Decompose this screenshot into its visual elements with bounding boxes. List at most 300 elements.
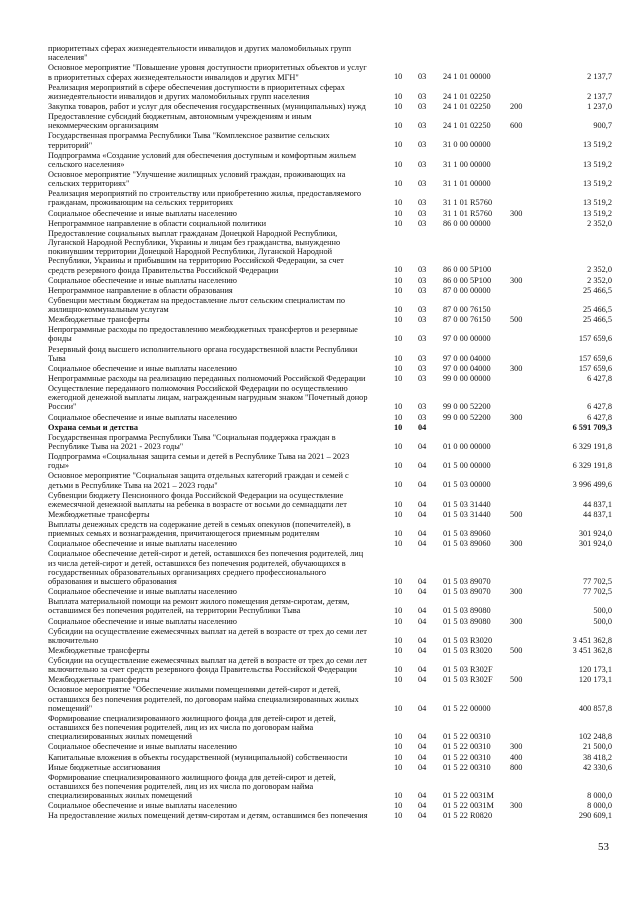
row-subsection: 04 — [418, 742, 427, 752]
row-target-article: 87 0 00 76150 — [443, 315, 491, 325]
row-name-line: Межбюджетные трансферты — [48, 645, 150, 655]
row-name-line: Социальное обеспечение детей-сирот и детей, оставшихся без попечения родителей, лиц — [48, 549, 364, 559]
row-name-line: населения" — [48, 53, 88, 63]
row-subsection: 04 — [418, 539, 427, 549]
row-name-line: Социальное обеспечение и иные выплаты населению — [48, 587, 237, 597]
row-amount: 6 427,8 — [587, 412, 612, 422]
row-name — [48, 510, 384, 519]
row-name-line: Республики, Украины и прибывшим на территорию Российской Федерации, за счет — [48, 256, 344, 266]
row-name-line: Межбюджетные трансферты — [48, 509, 150, 519]
row-section: 10 — [394, 208, 403, 218]
row-section: 10 — [394, 635, 403, 645]
table-row — [0, 617, 639, 626]
row-amount: 102 248,8 — [578, 732, 612, 742]
row-name — [48, 44, 384, 62]
row-amount: 13 519,2 — [582, 159, 612, 169]
row-subsection: 03 — [418, 402, 427, 412]
row-name — [48, 374, 384, 383]
row-amount: 42 330,6 — [582, 762, 612, 772]
row-expense-type: 300 — [510, 539, 523, 549]
row-subsection: 03 — [418, 121, 427, 131]
row-subsection: 03 — [418, 363, 427, 373]
row-amount: 120 173,1 — [578, 665, 612, 675]
row-name — [48, 229, 384, 275]
row-section: 10 — [394, 675, 403, 685]
row-target-article: 24 1 01 00000 — [443, 72, 491, 82]
row-name-line: гражданам, проживающим на сельских территориях — [48, 198, 234, 208]
row-subsection: 03 — [418, 334, 427, 344]
row-section: 10 — [394, 606, 403, 616]
table-row — [0, 627, 639, 645]
table-row — [0, 549, 639, 586]
row-target-article: 01 5 03 89070 — [443, 576, 491, 586]
row-name — [48, 491, 384, 509]
row-target-article: 01 5 03 R3020 — [443, 645, 493, 655]
row-name — [48, 131, 384, 149]
row-target-article: 01 5 00 00000 — [443, 461, 491, 471]
row-name-line: Луганской Народной Республики, Украины и лицам без гражданства, вынужденно — [48, 237, 341, 247]
table-row — [0, 471, 639, 489]
row-target-article: 01 5 03 31440 — [443, 499, 491, 509]
row-section: 10 — [394, 334, 403, 344]
table-row — [0, 112, 639, 130]
row-name — [48, 685, 384, 713]
row-name — [48, 773, 384, 801]
row-name — [48, 423, 384, 432]
row-target-article: 86 0 00 5Р100 — [443, 265, 492, 275]
row-name — [48, 151, 384, 169]
table-row — [0, 44, 639, 62]
row-expense-type: 500 — [510, 509, 523, 519]
row-amount: 290 609,1 — [578, 811, 612, 821]
row-target-article: 31 1 01 R5760 — [443, 198, 493, 208]
row-name — [48, 219, 384, 228]
row-amount: 3 451 362,8 — [572, 645, 612, 655]
row-name — [48, 539, 384, 548]
row-section: 10 — [394, 101, 403, 111]
row-name-line: жизнедеятельности инвалидов и других маломобильных групп населения — [48, 91, 310, 101]
row-subsection: 04 — [418, 762, 427, 772]
row-target-article: 97 0 00 04000 — [443, 363, 491, 373]
row-target-article: 01 0 00 00000 — [443, 441, 491, 451]
row-target-article: 01 5 03 R302F — [443, 665, 493, 675]
row-name-line: Выплата материальной помощи на ремонт жилого помещения детям-сиротам, детям, — [48, 597, 350, 607]
table-row — [0, 423, 639, 432]
table-row — [0, 296, 639, 314]
row-expense-type: 800 — [510, 762, 523, 772]
row-name — [48, 763, 384, 772]
row-subsection: 04 — [418, 752, 427, 762]
row-amount: 8 000,0 — [587, 801, 612, 811]
row-section: 10 — [394, 801, 403, 811]
row-target-article: 99 0 00 00000 — [443, 373, 491, 383]
row-name-line: Формирование специализированного жилищного фонда для детей-сирот и детей, — [48, 713, 336, 723]
row-name-line: специализированных жилых помещений — [48, 732, 193, 742]
row-subsection: 04 — [418, 499, 427, 509]
row-subsection: 04 — [418, 606, 427, 616]
row-section: 10 — [394, 422, 403, 432]
row-name — [48, 627, 384, 645]
row-name-line: Социальное обеспечение и иные выплаты населению — [48, 208, 237, 218]
row-name-line: Подпрограмма «Создание условий для обеспечения доступным и комфортным жильем — [48, 150, 357, 160]
row-amount: 2 352,0 — [587, 275, 612, 285]
table-row — [0, 189, 639, 207]
row-expense-type: 500 — [510, 675, 523, 685]
row-target-article: 01 5 03 00000 — [443, 480, 491, 490]
row-name-line: Субвенции бюджету Пенсионного фонда Российской Федерации на осуществление — [48, 490, 344, 500]
row-name — [48, 189, 384, 207]
row-name-line: помещений" — [48, 703, 93, 713]
row-subsection: 04 — [418, 529, 427, 539]
table-row — [0, 773, 639, 801]
row-section: 10 — [394, 587, 403, 597]
table-row — [0, 510, 639, 519]
table-row — [0, 675, 639, 684]
row-expense-type: 600 — [510, 121, 523, 131]
row-subsection: 03 — [418, 91, 427, 101]
row-target-article: 97 0 00 04000 — [443, 353, 491, 363]
row-amount: 3 451 362,8 — [572, 635, 612, 645]
row-amount: 6 427,8 — [587, 402, 612, 412]
row-target-article: 99 0 00 52200 — [443, 412, 491, 422]
row-amount: 25 466,5 — [582, 285, 612, 295]
row-section: 10 — [394, 645, 403, 655]
table-row — [0, 685, 639, 713]
table-row — [0, 364, 639, 373]
row-target-article: 99 0 00 52200 — [443, 402, 491, 412]
row-name — [48, 102, 384, 111]
row-name — [48, 742, 384, 751]
row-subsection: 03 — [418, 140, 427, 150]
table-row — [0, 384, 639, 412]
row-section: 10 — [394, 402, 403, 412]
row-amount: 13 519,2 — [582, 140, 612, 150]
row-amount: 2 137,7 — [587, 72, 612, 82]
table-row — [0, 102, 639, 111]
row-subsection: 03 — [418, 285, 427, 295]
row-section: 10 — [394, 363, 403, 373]
row-amount: 25 466,5 — [582, 315, 612, 325]
row-name — [48, 315, 384, 324]
row-section: 10 — [394, 461, 403, 471]
row-amount: 25 466,5 — [582, 304, 612, 314]
row-name-line: Непрограммное направление в области социальной политики — [48, 218, 267, 228]
row-name-line: Капитальные вложения в объекты государственной (муниципальной) собственности — [48, 752, 348, 762]
row-target-article: 87 0 00 00000 — [443, 285, 491, 295]
row-name-line: жилищно-коммунальным услугам — [48, 305, 169, 314]
table-row — [0, 63, 639, 81]
row-name-line: Реализация мероприятий в сфере обеспечения доступности в приоритетных сферах — [48, 82, 345, 92]
row-name-line: Резервный фонд высшего исполнительного органа государственной власти Республики — [48, 344, 358, 354]
row-expense-type: 500 — [510, 315, 523, 325]
row-target-article: 87 0 00 76150 — [443, 304, 491, 314]
table-row — [0, 656, 639, 674]
row-subsection: 03 — [418, 353, 427, 363]
table-row — [0, 170, 639, 188]
row-name-line: Предоставление социальных выплат гражданам Донецкой Народной Республики, — [48, 228, 338, 238]
row-subsection: 03 — [418, 315, 427, 325]
table-row — [0, 753, 639, 762]
row-name-line: Выплаты денежных средств на содержание детей в семьях опекунов (попечителей), в — [48, 520, 351, 529]
row-name — [48, 345, 384, 363]
row-name — [48, 753, 384, 762]
row-amount: 6 591 709,3 — [572, 422, 612, 432]
row-section: 10 — [394, 275, 403, 285]
row-subsection: 04 — [418, 422, 427, 432]
row-amount: 500,0 — [593, 606, 612, 616]
row-amount: 301 924,0 — [578, 529, 612, 539]
table-row — [0, 131, 639, 149]
row-section: 10 — [394, 480, 403, 490]
row-subsection: 04 — [418, 587, 427, 597]
row-name — [48, 471, 384, 489]
row-name-line: Непрограммные расходы на реализацию переданных полномочий Российской Федерации — [48, 373, 366, 383]
row-expense-type: 300 — [510, 742, 523, 752]
row-expense-type: 200 — [510, 101, 523, 111]
table-row — [0, 209, 639, 218]
row-section: 10 — [394, 285, 403, 295]
row-section: 10 — [394, 529, 403, 539]
row-name-line: Субвенции местным бюджетам на предоставление льгот сельским специалистам по — [48, 295, 346, 305]
row-section: 10 — [394, 218, 403, 228]
row-name-line: Основное мероприятие "Повышение уровня доступности приоритетных объектов и услуг — [48, 63, 367, 73]
row-name-line: Субсидии на осуществление ежемесячных выплат на детей в возрасте от трех до семи лет — [48, 656, 367, 665]
row-name-line: Межбюджетные трансферты — [48, 675, 150, 685]
table-row — [0, 801, 639, 810]
row-name-line: Субсидии на осуществление ежемесячных выплат на детей в возрасте от трех до семи лет — [48, 626, 367, 636]
row-target-article: 86 0 00 5Р100 — [443, 275, 492, 285]
row-subsection: 04 — [418, 732, 427, 742]
table-row — [0, 433, 639, 451]
row-name — [48, 433, 384, 451]
row-name — [48, 276, 384, 285]
row-amount: 6 329 191,8 — [572, 441, 612, 451]
row-section: 10 — [394, 665, 403, 675]
row-name-line: Подпрограмма «Социальная защита семьи и детей в Республике Тыва на 2021 – 2023 — [48, 452, 350, 461]
row-name-line: детьми в Республике Тыва на 2021 – 2023 годы" — [48, 480, 218, 490]
row-subsection: 04 — [418, 675, 427, 685]
row-amount: 13 519,2 — [582, 179, 612, 189]
table-row — [0, 276, 639, 285]
row-section: 10 — [394, 412, 403, 422]
row-name-line: государственных образовательных организациях среднего профессионального — [48, 567, 326, 577]
table-row — [0, 811, 639, 820]
row-amount: 77 702,5 — [582, 576, 612, 586]
row-name-line: включительно за счет средств резервного фонда Правительства Российской Федерации — [48, 665, 357, 675]
row-name-line: Социальное обеспечение и иные выплаты населению — [48, 412, 237, 422]
row-section: 10 — [394, 441, 403, 451]
row-section: 10 — [394, 762, 403, 772]
table-row — [0, 491, 639, 509]
row-amount: 2 137,7 — [587, 91, 612, 101]
row-section: 10 — [394, 315, 403, 325]
row-name — [48, 714, 384, 742]
row-target-article: 01 5 03 89060 — [443, 529, 491, 539]
row-target-article: 01 5 22 0031М — [443, 801, 494, 811]
row-section: 10 — [394, 353, 403, 363]
row-name-line: включительно — [48, 635, 99, 645]
row-name-line: Основное мероприятие "Обеспечение жилыми помещениями детей-сирот и детей, — [48, 685, 341, 695]
row-target-article: 31 1 01 00000 — [443, 179, 491, 189]
table-row — [0, 452, 639, 470]
row-name-line: территорий" — [48, 140, 93, 150]
row-name-line: образования и высшего образования — [48, 577, 177, 586]
row-name — [48, 811, 384, 820]
row-subsection: 04 — [418, 509, 427, 519]
row-name-line: Тыва — [48, 353, 66, 363]
row-name-line: На предоставление жилых помещений детям-сиротам и детям, оставшимся без попечения — [48, 811, 368, 821]
row-name-line: оставшихся без попечения родителей, лиц из их числа по договорам найма — [48, 723, 314, 733]
row-target-article: 01 5 22 00310 — [443, 742, 491, 752]
table-row — [0, 763, 639, 772]
row-subsection: 04 — [418, 635, 427, 645]
table-row — [0, 286, 639, 295]
row-amount: 1 237,0 — [587, 101, 612, 111]
row-name-line: ежегодной денежной выплаты лицам, награжденным нагрудным знаком "Почетный донор — [48, 393, 368, 403]
table-row — [0, 539, 639, 548]
row-amount: 8 000,0 — [587, 791, 612, 801]
table-row — [0, 325, 639, 343]
row-target-article: 01 5 22 00310 — [443, 752, 491, 762]
row-name-line: Формирование специализированного жилищного фонда для детей-сирот и детей, — [48, 772, 336, 782]
row-target-article: 24 1 01 02250 — [443, 101, 491, 111]
row-target-article: 01 5 03 89070 — [443, 587, 491, 597]
row-section: 10 — [394, 576, 403, 586]
row-name-line: в приоритетных сферах жизнедеятельности инвалидов и других МГН" — [48, 72, 299, 82]
table-row — [0, 413, 639, 422]
row-name-line: Социальное обеспечение и иные выплаты населению — [48, 363, 237, 373]
row-subsection: 03 — [418, 218, 427, 228]
row-name-line: Социальное обеспечение и иные выплаты населению — [48, 539, 237, 549]
row-subsection: 03 — [418, 198, 427, 208]
row-subsection: 04 — [418, 645, 427, 655]
row-subsection: 04 — [418, 703, 427, 713]
table-row — [0, 315, 639, 324]
row-name — [48, 209, 384, 218]
table-row — [0, 714, 639, 742]
row-target-article: 01 5 22 00000 — [443, 703, 491, 713]
table-row — [0, 587, 639, 596]
row-subsection: 04 — [418, 811, 427, 821]
row-name-line: Иные бюджетные ассигнования — [48, 762, 161, 772]
row-name-line: Осуществление переданного полномочия Российской Федерации по осуществлению — [48, 384, 348, 393]
row-name — [48, 656, 384, 674]
row-target-article: 31 0 00 00000 — [443, 140, 491, 150]
row-name — [48, 296, 384, 314]
row-expense-type: 500 — [510, 645, 523, 655]
row-name-line: некоммерческим организациям — [48, 121, 159, 131]
row-expense-type: 300 — [510, 587, 523, 597]
row-name — [48, 170, 384, 188]
row-subsection: 03 — [418, 72, 427, 82]
row-name-line: Социальное обеспечение и иные выплаты населению — [48, 742, 237, 752]
row-target-article: 01 5 03 R302F — [443, 675, 493, 685]
row-section: 10 — [394, 703, 403, 713]
table-row — [0, 229, 639, 275]
row-amount: 44 837,1 — [582, 499, 612, 509]
row-expense-type: 400 — [510, 752, 523, 762]
row-subsection: 03 — [418, 275, 427, 285]
row-name-line: из числа детей-сирот и детей, оставшихся без попечения родителей, обучающихся в — [48, 558, 346, 568]
row-name — [48, 587, 384, 596]
row-name-line: фонды — [48, 334, 72, 344]
row-expense-type: 300 — [510, 616, 523, 626]
page-number: 53 — [598, 841, 609, 853]
table-row — [0, 219, 639, 228]
row-name-line: Социальное обеспечение и иные выплаты населению — [48, 801, 237, 811]
row-section: 10 — [394, 91, 403, 101]
row-target-article: 01 5 03 89060 — [443, 539, 491, 549]
row-name — [48, 112, 384, 130]
row-name-line: Социальное обеспечение и иные выплаты населению — [48, 275, 237, 285]
row-section: 10 — [394, 198, 403, 208]
row-section: 10 — [394, 304, 403, 314]
row-subsection: 03 — [418, 179, 427, 189]
row-subsection: 03 — [418, 373, 427, 383]
table-row — [0, 345, 639, 363]
row-subsection: 04 — [418, 461, 427, 471]
row-amount: 2 352,0 — [587, 218, 612, 228]
row-amount: 157 659,6 — [578, 334, 612, 344]
row-subsection: 04 — [418, 480, 427, 490]
row-target-article: 01 5 03 R3020 — [443, 635, 493, 645]
row-subsection: 04 — [418, 665, 427, 675]
row-target-article: 01 5 03 31440 — [443, 509, 491, 519]
row-target-article: 01 5 22 00310 — [443, 762, 491, 772]
row-section: 10 — [394, 159, 403, 169]
row-name — [48, 364, 384, 373]
table-row — [0, 597, 639, 615]
row-section: 10 — [394, 265, 403, 275]
row-name-line: покинувшим территории Донецкой Народной Республики, Луганской Народной — [48, 247, 333, 257]
row-target-article: 01 5 22 00310 — [443, 732, 491, 742]
row-name-line: Непрограммные расходы по предоставлению межбюджетных трансфертов и резервные — [48, 325, 358, 335]
table-row — [0, 520, 639, 538]
row-name-line: Социальное обеспечение и иные выплаты населению — [48, 616, 237, 626]
row-name-line: приоритетных сферах жизнедеятельности инвалидов и других маломобильных групп — [48, 44, 352, 53]
row-name-line: Реализация мероприятий по строительству или приобретению жилья, предоставляемого — [48, 189, 362, 199]
row-amount: 500,0 — [593, 616, 612, 626]
row-name-line: Закупка товаров, работ и услуг для обеспечения государственных (муниципальных) нужд — [48, 101, 366, 111]
row-section: 10 — [394, 179, 403, 189]
row-subsection: 03 — [418, 159, 427, 169]
row-target-article: 31 1 01 R5760 — [443, 208, 493, 218]
row-name-line: приемных семьях и вознаграждения, причитающегося приемным родителям — [48, 529, 320, 539]
row-subsection: 03 — [418, 304, 427, 314]
row-expense-type: 300 — [510, 275, 523, 285]
row-name-line: оставшихся без попечения родителей, лиц из их числа по договорам найма — [48, 781, 314, 791]
row-subsection: 03 — [418, 208, 427, 218]
row-amount: 2 352,0 — [587, 265, 612, 275]
row-amount: 38 418,2 — [582, 752, 612, 762]
row-name — [48, 63, 384, 81]
row-name-line: сельского населения» — [48, 159, 125, 169]
row-section: 10 — [394, 140, 403, 150]
row-section: 10 — [394, 539, 403, 549]
table-row — [0, 742, 639, 751]
row-name — [48, 83, 384, 101]
row-amount: 120 173,1 — [578, 675, 612, 685]
row-name-line: годы» — [48, 461, 70, 471]
row-target-article: 97 0 00 00000 — [443, 334, 491, 344]
row-subsection: 03 — [418, 265, 427, 275]
row-name-line: Непрограммное направление в области образования — [48, 285, 233, 295]
row-section: 10 — [394, 499, 403, 509]
row-subsection: 03 — [418, 412, 427, 422]
row-section: 10 — [394, 72, 403, 82]
row-target-article: 31 1 00 00000 — [443, 159, 491, 169]
row-name-line: России" — [48, 402, 77, 412]
